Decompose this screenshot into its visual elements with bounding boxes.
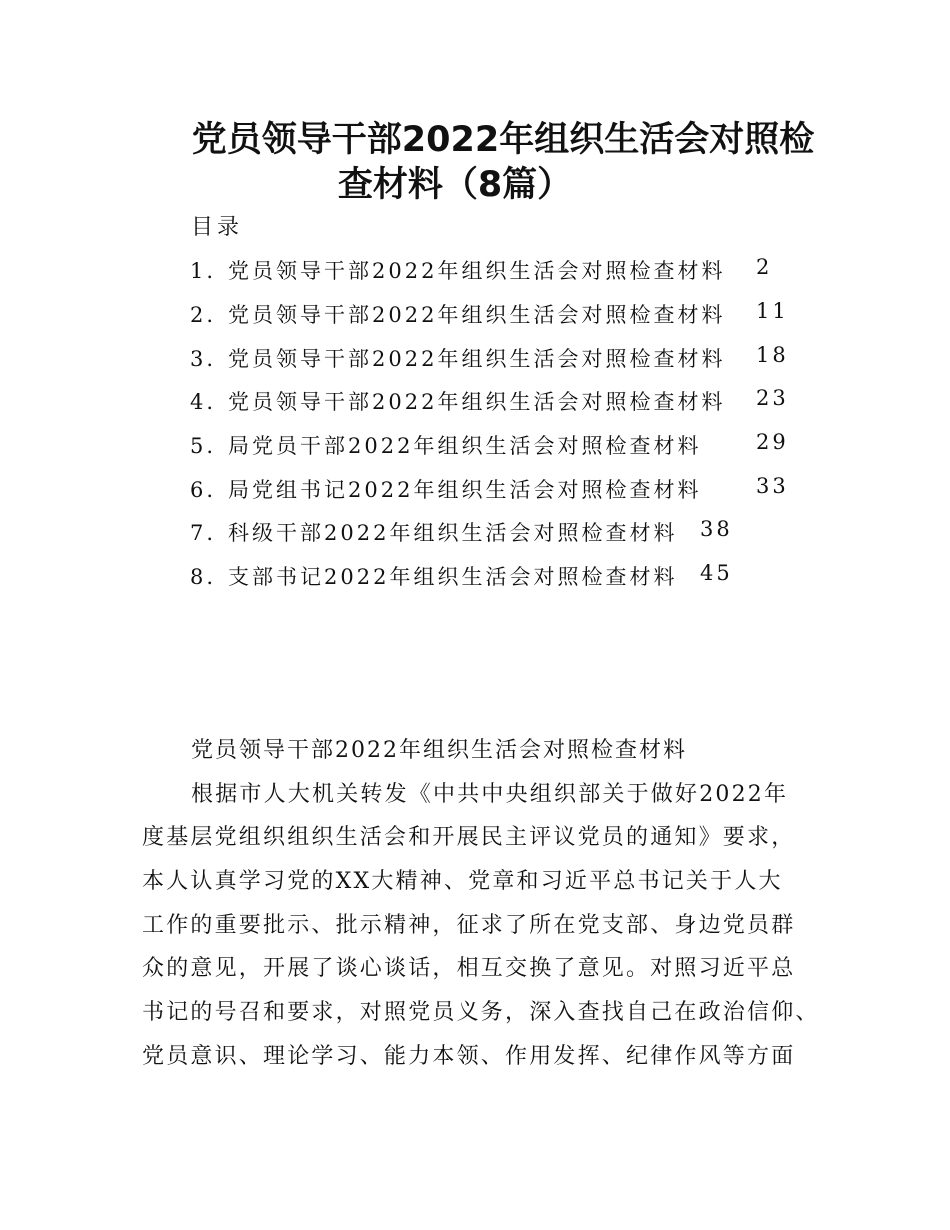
toc-item[interactable]	[190, 299, 789, 329]
toc-item-text: 党员领导干部2022年组织生活会对照检查材料	[228, 390, 726, 414]
toc-item-page: 29	[756, 430, 789, 454]
paragraph-line: 本人认真学习党的XX大精神、党章和习近平总书记关于人大	[142, 869, 783, 894]
toc-item-number: 6.	[190, 478, 217, 502]
paragraph-line: 度基层党组织组织生活会和开展民主评议党员的通知》要求，	[142, 825, 796, 850]
paragraph-line: 书记的号召和要求，对照党员义务，深入查找自己在政治信仰、	[142, 1000, 820, 1025]
paragraph-line: 工作的重要批示、批示精神，征求了所在党支部、身边党员群	[142, 913, 796, 938]
document-title-line-1: 党员领导干部2022年组织生活会对照检	[191, 120, 815, 160]
toc-item[interactable]	[190, 561, 733, 591]
toc-item-number: 4.	[190, 390, 217, 414]
toc-item-number: 3.	[190, 347, 217, 371]
toc-item[interactable]	[190, 386, 789, 416]
toc-item-text: 党员领导干部2022年组织生活会对照检查材料	[228, 347, 726, 371]
toc-item-number: 1.	[190, 259, 217, 283]
toc-item-page: 11	[756, 299, 789, 323]
toc-item-text: 局党员干部2022年组织生活会对照检查材料	[228, 434, 702, 458]
toc-item-page: 33	[756, 474, 789, 498]
paragraph-line: 众的意见，开展了谈心谈话，相互交换了意见。对照习近平总	[142, 956, 796, 981]
toc-item-page: 2	[756, 255, 773, 279]
toc-item-text: 局党组书记2022年组织生活会对照检查材料	[228, 478, 702, 502]
document-title-line-2: 查材料（8篇）	[337, 165, 573, 205]
toc-item-number: 7.	[190, 521, 217, 545]
toc-item[interactable]	[190, 430, 789, 460]
toc-item-text: 支部书记2022年组织生活会对照检查材料	[228, 565, 678, 589]
toc-item-page: 18	[756, 343, 789, 367]
section-title: 党员领导干部2022年组织生活会对照检查材料	[191, 738, 687, 763]
paragraph-line: 党员意识、理论学习、能力本领、作用发挥、纪律作风等方面	[142, 1044, 796, 1069]
paragraph-line: 根据市人大机关转发《中共中央组织部关于做好2022年	[191, 782, 789, 807]
toc-item-page: 23	[756, 386, 789, 410]
toc-item-page: 38	[700, 517, 733, 541]
toc-item-text: 科级干部2022年组织生活会对照检查材料	[228, 521, 678, 545]
toc-item-text: 党员领导干部2022年组织生活会对照检查材料	[228, 259, 726, 283]
toc-item-number: 2.	[190, 303, 217, 327]
toc-item[interactable]	[190, 343, 789, 373]
toc-item-number: 5.	[190, 434, 217, 458]
toc-heading: 目录	[191, 215, 244, 240]
toc-item[interactable]	[190, 517, 733, 547]
toc-item-page: 45	[700, 561, 733, 585]
toc-item-text: 党员领导干部2022年组织生活会对照检查材料	[228, 303, 726, 327]
toc-item[interactable]	[190, 255, 773, 285]
toc-item-number: 8.	[190, 565, 217, 589]
toc-item[interactable]	[190, 474, 789, 504]
